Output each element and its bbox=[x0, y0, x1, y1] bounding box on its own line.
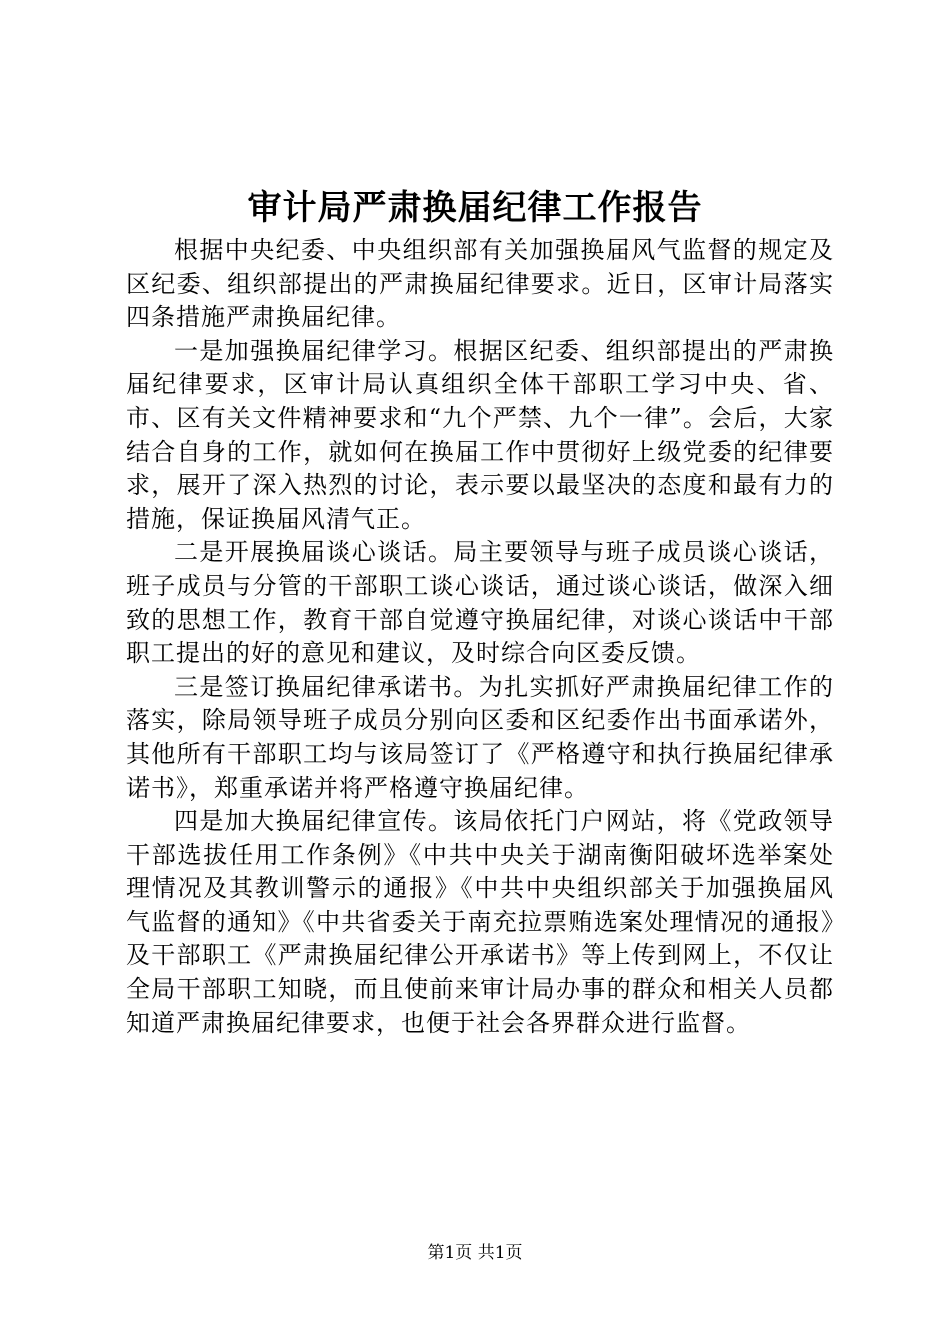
document-title: 审计局严肃换届纪律工作报告 bbox=[247, 188, 703, 228]
page-footer: 第1页 共1页 bbox=[427, 1243, 523, 1263]
paragraph-measure-4: 四是加大换届纪律宣传。该局依托门户网站，将《党政领导干部选拔任用工作条例》《中共中央关于湖南衡阳破坏选举案处理情况及其教训警示的通报》《中共中央组织部关于加强换届风气监督的通知》《中共省委关于南充拉票贿选案处理情况的通报》及干部职工《严肃换届纪律公开承诺书》等上传到网上，不仅让全局干部职工知晓，而且使前来审计局办事的群众和相关人员都知道严肃换届纪律要求，也便于社会各界群众进行监督。 bbox=[126, 807, 834, 1037]
paragraph-measure-1: 一是加强换届纪律学习。根据区纪委、组织部提出的严肃换届纪律要求，区审计局认真组织全体干部职工学习中央、省、市、区有关文件精神要求和“九个严禁、九个一律”。会后，大家结合自身的工作，就如何在换届工作中贯彻好上级党委的纪律要求，展开了深入热烈的讨论，表示要以最坚决的态度和最有力的措施，保证换届风清气正。 bbox=[126, 336, 834, 533]
document-body bbox=[126, 234, 834, 1040]
paragraph-measure-2: 二是开展换届谈心谈话。局主要领导与班子成员谈心谈话，班子成员与分管的干部职工谈心谈话，通过谈心谈话，做深入细致的思想工作，教育干部自觉遵守换届纪律，对谈心谈话中干部职工提出的好的意见和建议，及时综合向区委反馈。 bbox=[126, 538, 834, 668]
paragraph-intro: 根据中央纪委、中央组织部有关加强换届风气监督的规定及区纪委、组织部提出的严肃换届纪律要求。近日，区审计局落实四条措施严肃换届纪律。 bbox=[126, 236, 834, 332]
paragraph-measure-3: 三是签订换届纪律承诺书。为扎实抓好严肃换届纪律工作的落实，除局领导班子成员分别向区委和区纪委作出书面承诺外，其他所有干部职工均与该局签订了《严格遵守和执行换届纪律承诺书》，郑重承诺并将严格遵守换届纪律。 bbox=[126, 672, 834, 802]
